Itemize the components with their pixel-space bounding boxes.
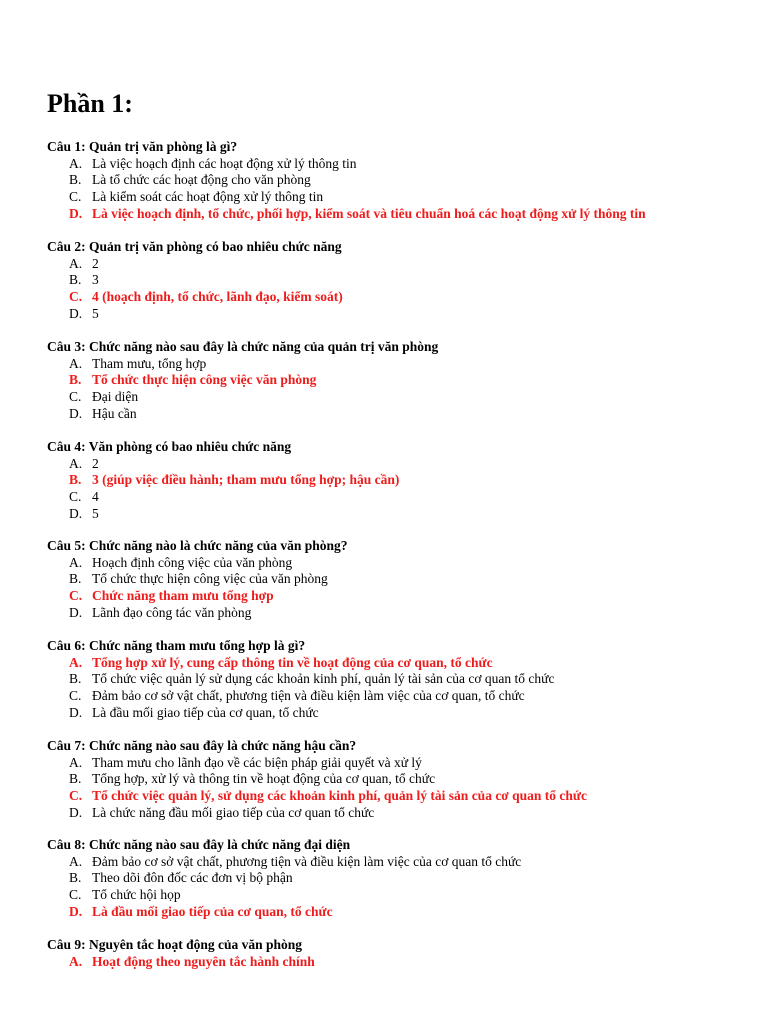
option-text: 2 bbox=[92, 255, 99, 271]
option-text: Là việc hoạch định, tổ chức, phối hợp, kiểm soát và tiêu chuẩn hoá các hoạt động xử lý thông tin bbox=[92, 205, 646, 221]
option-letter: A. bbox=[69, 754, 83, 770]
option-letter: B. bbox=[69, 172, 82, 188]
option-letter: C. bbox=[69, 887, 82, 903]
answer-option-correct bbox=[47, 904, 757, 921]
option-letter: A. bbox=[69, 255, 83, 271]
option-letter: A. bbox=[69, 853, 83, 869]
option-text: Đại diện bbox=[92, 389, 139, 405]
option-letter: A. bbox=[69, 355, 83, 371]
option-letter: A. bbox=[69, 953, 83, 969]
question-title: Câu 8: Chức năng nào sau đây là chức năng đại diện bbox=[47, 837, 351, 852]
option-text: Là đầu mối giao tiếp của cơ quan, tổ chức bbox=[92, 704, 319, 720]
option-text: Tổ chức thực hiện công việc của văn phòng bbox=[92, 571, 328, 587]
answer-option bbox=[47, 189, 757, 206]
answer-option bbox=[47, 771, 757, 788]
option-text: Là đầu mối giao tiếp của cơ quan, tổ chức bbox=[92, 903, 333, 919]
option-text: Tổ chức việc quản lý, sử dụng các khoản kinh phí, quản lý tài sản của cơ quan tổ chức bbox=[92, 788, 588, 804]
option-text: Tổ chức thực hiện công việc văn phòng bbox=[92, 372, 317, 388]
answer-option bbox=[47, 489, 757, 506]
question-5 bbox=[47, 538, 757, 621]
option-text: Tổng hợp xử lý, cung cấp thông tin về hoạt động của cơ quan, tổ chức bbox=[92, 654, 493, 670]
answer-option bbox=[47, 887, 757, 904]
answer-option bbox=[47, 705, 757, 722]
option-letter: B. bbox=[69, 671, 82, 687]
option-text: Hoạch định công việc của văn phòng bbox=[92, 554, 293, 570]
question-6 bbox=[47, 638, 757, 721]
answer-option bbox=[47, 156, 757, 173]
option-letter: B. bbox=[69, 771, 82, 787]
answer-option bbox=[47, 854, 757, 871]
option-text: Tham mưu cho lãnh đạo về các biện pháp giải quyết và xử lý bbox=[92, 754, 422, 770]
option-letter: D. bbox=[69, 505, 83, 521]
answer-option bbox=[47, 555, 757, 572]
answer-option bbox=[47, 356, 757, 373]
option-letter: B. bbox=[69, 272, 82, 288]
option-letter: B. bbox=[69, 870, 82, 886]
option-letter: C. bbox=[69, 189, 82, 205]
option-text: 4 (hoạch định, tổ chức, lãnh đạo, kiểm soát) bbox=[92, 289, 343, 305]
answer-option-correct bbox=[47, 206, 757, 223]
option-letter: D. bbox=[69, 305, 83, 321]
option-letter: D. bbox=[69, 804, 83, 820]
question-9 bbox=[47, 937, 757, 970]
option-text: Tổ chức hội họp bbox=[92, 887, 181, 903]
option-text: Hoạt động theo nguyên tắc hành chính bbox=[92, 953, 315, 969]
option-text: Hậu cần bbox=[92, 405, 137, 421]
option-letter: B. bbox=[69, 571, 82, 587]
answer-option bbox=[47, 671, 757, 688]
option-text: 3 bbox=[92, 272, 99, 288]
question-title: Câu 7: Chức năng nào sau đây là chức năng hậu cần? bbox=[47, 738, 357, 753]
question-3 bbox=[47, 339, 757, 422]
question-title: Câu 5: Chức năng nào là chức năng của văn phòng? bbox=[47, 538, 348, 553]
answer-option-correct bbox=[47, 289, 757, 306]
option-letter: D. bbox=[69, 903, 83, 919]
option-text: 3 (giúp việc điều hành; tham mưu tổng hợp; hậu cần) bbox=[92, 472, 400, 488]
option-letter: A. bbox=[69, 554, 83, 570]
section-heading: Phần 1: bbox=[47, 89, 133, 118]
option-letter: B. bbox=[69, 472, 82, 488]
question-title: Câu 1: Quản trị văn phòng là gì? bbox=[47, 139, 238, 154]
answer-option bbox=[47, 456, 757, 473]
option-letter: B. bbox=[69, 372, 82, 388]
option-text: Tham mưu, tổng hợp bbox=[92, 355, 207, 371]
answer-option bbox=[47, 389, 757, 406]
option-letter: D. bbox=[69, 604, 83, 620]
option-letter: A. bbox=[69, 654, 83, 670]
answer-option bbox=[47, 605, 757, 622]
option-text: Là việc hoạch định các hoạt động xử lý thông tin bbox=[92, 155, 357, 171]
option-letter: A. bbox=[69, 155, 83, 171]
option-text: Là kiểm soát các hoạt động xử lý thông tin bbox=[92, 189, 324, 205]
option-text: 5 bbox=[92, 305, 99, 321]
answer-option-correct bbox=[47, 788, 757, 805]
option-letter: A. bbox=[69, 455, 83, 471]
question-title: Câu 4: Văn phòng có bao nhiêu chức năng bbox=[47, 439, 292, 454]
option-text: Chức năng tham mưu tổng hợp bbox=[92, 588, 274, 604]
option-letter: D. bbox=[69, 704, 83, 720]
answer-option bbox=[47, 805, 757, 822]
option-text: Tổng hợp, xử lý và thông tin về hoạt động của cơ quan, tổ chức bbox=[92, 771, 436, 787]
option-text: Là chức năng đầu mối giao tiếp của cơ quan tổ chức bbox=[92, 804, 375, 820]
option-text: Đảm bảo cơ sở vật chất, phương tiện và điều kiện làm việc của cơ quan, tổ chức bbox=[92, 688, 525, 704]
option-text: Theo dõi đôn đốc các đơn vị bộ phận bbox=[92, 870, 293, 886]
answer-option bbox=[47, 688, 757, 705]
answer-option bbox=[47, 272, 757, 289]
answer-option bbox=[47, 571, 757, 588]
answer-option-correct bbox=[47, 372, 757, 389]
option-letter: C. bbox=[69, 688, 82, 704]
answer-option-correct bbox=[47, 472, 757, 489]
answer-option bbox=[47, 306, 757, 323]
question-title: Câu 6: Chức năng tham mưu tổng hợp là gì? bbox=[47, 638, 306, 653]
answer-option bbox=[47, 870, 757, 887]
option-letter: C. bbox=[69, 588, 83, 604]
option-text: 5 bbox=[92, 505, 99, 521]
question-1 bbox=[47, 139, 757, 222]
question-2 bbox=[47, 239, 757, 322]
question-7 bbox=[47, 738, 757, 821]
answer-option bbox=[47, 406, 757, 423]
option-text: Đảm bảo cơ sở vật chất, phương tiện và điều kiện làm việc của cơ quan tổ chức bbox=[92, 853, 522, 869]
answer-option bbox=[47, 256, 757, 273]
answer-option-correct bbox=[47, 954, 757, 971]
option-letter: C. bbox=[69, 289, 83, 305]
answer-option bbox=[47, 755, 757, 772]
option-letter: C. bbox=[69, 389, 82, 405]
answer-option bbox=[47, 506, 757, 523]
question-4 bbox=[47, 439, 757, 522]
option-text: 2 bbox=[92, 455, 99, 471]
option-text: 4 bbox=[92, 489, 99, 505]
question-8 bbox=[47, 837, 757, 920]
question-title: Câu 9: Nguyên tắc hoạt động của văn phòng bbox=[47, 937, 303, 952]
option-letter: C. bbox=[69, 489, 82, 505]
answer-option bbox=[47, 172, 757, 189]
option-letter: C. bbox=[69, 788, 83, 804]
option-text: Là tổ chức các hoạt động cho văn phòng bbox=[92, 172, 311, 188]
option-text: Lãnh đạo công tác văn phòng bbox=[92, 604, 252, 620]
option-letter: D. bbox=[69, 405, 83, 421]
option-letter: D. bbox=[69, 205, 83, 221]
question-title: Câu 3: Chức năng nào sau đây là chức năng của quản trị văn phòng bbox=[47, 339, 439, 354]
answer-option-correct bbox=[47, 655, 757, 672]
question-title: Câu 2: Quản trị văn phòng có bao nhiêu chức năng bbox=[47, 239, 342, 254]
option-text: Tổ chức việc quản lý sử dụng các khoản kinh phí, quản lý tài sản của cơ quan tổ chức bbox=[92, 671, 555, 687]
answer-option-correct bbox=[47, 588, 757, 605]
